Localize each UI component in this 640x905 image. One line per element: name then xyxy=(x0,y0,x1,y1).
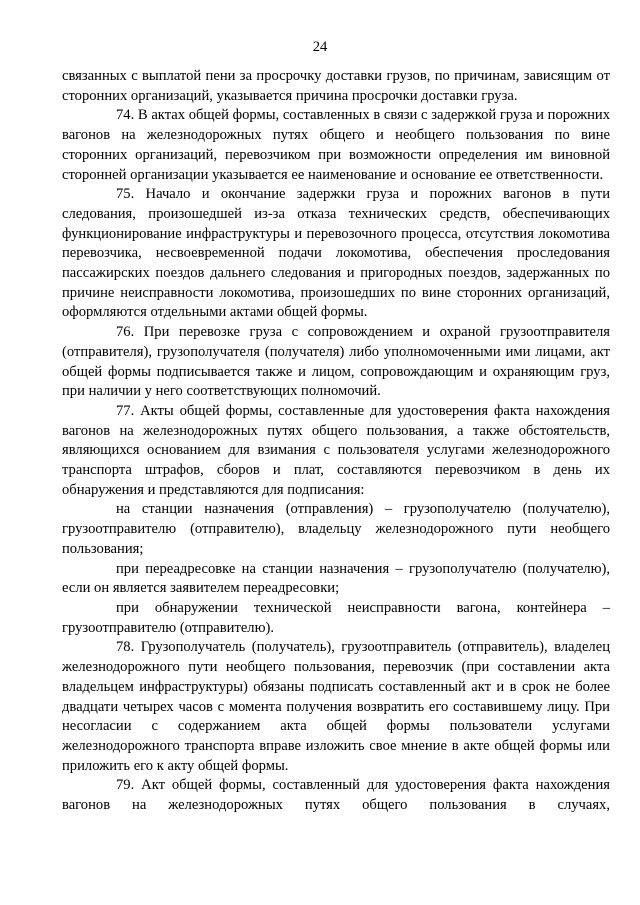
paragraph-74: 74. В актах общей формы, составленных в связи с задержкой груза и порожних вагонов на железнодорожных путях общего и необщего пользования по вине сторонних организаций, перевозчиком при возможности определения им виновной сторонней организации указывается ее наименование и основание ее ответственности. xyxy=(62,107,610,183)
paragraph-75: 75. Начало и окончание задержки груза и порожних вагонов в пути следования, произошедшей из-за отказа технических средств, обеспечивающих функционирование инфраструктуры и перевозочного процесса, отсутствия локомотива перевозчика, несвоевременной подачи локомотива, обеспечения проследования пассажирских поездов дальнего следования и пригородных поездов, задержанных по причине неисправности локомотива, произошедших по вине сторонних организаций, оформляются отдельными актами общей формы. xyxy=(62,186,610,321)
paragraph-76: 76. При перевозке груза с сопровождением и охраной грузоотправителя (отправителя), грузополучателя (получателя) либо уполномоченными ими лицами, акт общей формы подписывается также и лицом, сопровождающим и охраняющим груз, при наличии у него соответствующих полномочий. xyxy=(62,324,610,400)
paragraph-77-item-2: при переадресовке на станции назначения – грузополучателю (получателю), если он является заявителем переадресовки; xyxy=(62,560,610,597)
paragraph-77-item-1: на станции назначения (отправления) – грузополучателю (получателю), грузоотправителю (отправителю), владельцу железнодорожного пути необщего пользования; xyxy=(62,501,610,557)
paragraph-77: 77. Акты общей формы, составленные для удостоверения факта нахождения вагонов на железнодорожных путях общего пользования, а также обстоятельств, являющихся основанием для взимания с пользователя услугами железнодорожного транспорта штрафов, сборов и плат, составляются перевозчиком в день их обнаружения и представляются для подписания: xyxy=(62,402,610,498)
paragraph-continuation: связанных с выплатой пени за просрочку доставки грузов, по причинам, зависящим от сторонних организаций, указывается причина просрочки доставки груза. xyxy=(62,68,610,104)
page-number: 24 xyxy=(312,39,328,55)
document-body xyxy=(62,67,610,816)
paragraph-78: 78. Грузополучатель (получатель), грузоотправитель (отправитель), владелец железнодорожного пути необщего пользования, перевозчик (при составлении акта владельцем инфраструктуры) обязаны подписать составленный акт и в срок не более двадцати четырех часов с момента получения возвратить его составившему лицу. При несогласии с содержанием акта общей формы пользователи услугами железнодорожного транспорта вправе изложить свое мнение в акте общей формы или приложить его к акту общей формы. xyxy=(62,639,610,774)
paragraph-79: 79. Акт общей формы, составленный для удостоверения факта нахождения вагонов на железнодорожных путях общего пользования в случаях, xyxy=(62,777,610,814)
paragraph-77-item-3: при обнаружении технической неисправности вагона, контейнера – грузоотправителю (отправителю). xyxy=(62,599,610,636)
